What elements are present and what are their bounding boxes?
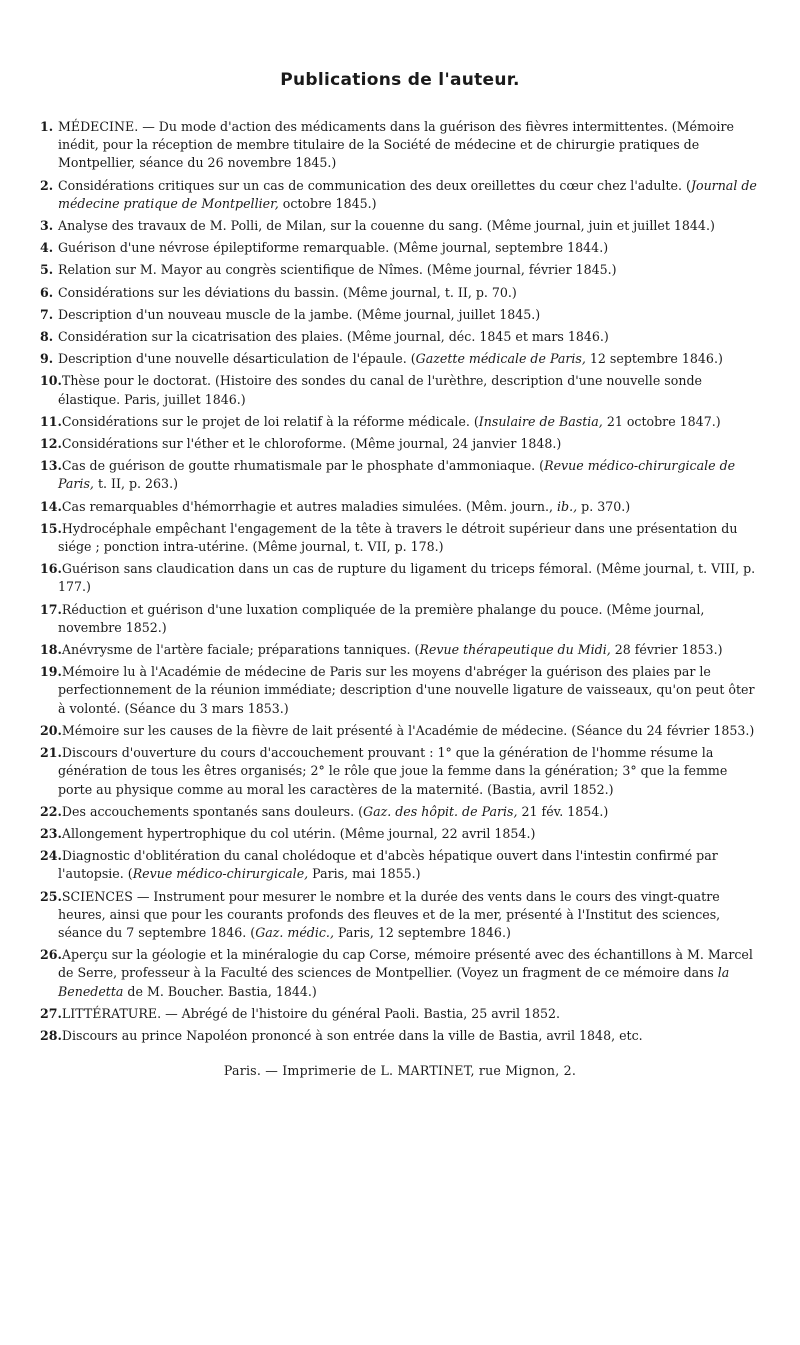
entry-number: 24. <box>40 848 62 864</box>
entry-text-end: t. II, p. 263.) <box>93 476 178 492</box>
entry-number: 28. <box>40 1027 62 1043</box>
entry-text: SCIENCES — Instrument pour mesurer le nombre et la durée des vents dans le cours des vingt-quatre heures, ainsi que pour les courants profonds des fleuves et de la mer, présenté à l'Institut des sciences, séance du 7 septembre 1846. ( <box>58 888 721 940</box>
entry-number: 21. <box>40 745 62 761</box>
entry-text-end: p. 370.) <box>577 498 631 514</box>
list-item <box>40 457 760 493</box>
entry-text-end: Paris, mai 1855.) <box>308 866 421 882</box>
entry-number: 17. <box>40 601 62 617</box>
list-item <box>40 328 760 346</box>
list-item <box>40 177 760 213</box>
list-item <box>40 498 760 516</box>
entry-number: 16. <box>40 561 62 577</box>
entry-journal: Revue médico-chirurgicale, <box>132 866 309 882</box>
list-item <box>40 663 760 718</box>
entry-journal: Gaz. des hôpit. de Paris, <box>363 803 518 819</box>
entry-number: 10. <box>40 373 62 389</box>
entry-text-end: octobre 1845.) <box>278 195 377 211</box>
entry-text: Considérations critiques sur un cas de communication des deux oreillettes du cœur chez l'adulte. ( <box>58 177 691 193</box>
entry-text: Analyse des travaux de M. Polli, de Milan, sur la couenne du sang. (Même journal, juin et juillet 1844.) <box>58 218 715 234</box>
entry-number: 2. <box>40 177 54 193</box>
publication-list <box>40 118 760 1045</box>
entry-number: 9. <box>40 351 54 367</box>
list-item <box>40 888 760 943</box>
page-title: Publications de l'auteur. <box>280 70 520 90</box>
entry-text: Aperçu sur la géologie et la minéralogie du cap Corse, mémoire présenté avec des échantillons à M. Marcel de Serre, professeur à la Faculté des sciences de Montpellier. (Voyez un fragment de ce mémoire dans <box>58 947 753 981</box>
entry-number: 22. <box>40 803 62 819</box>
entry-text: Cas remarquables d'hémorrhagie et autres maladies simulées. (Mêm. journ., <box>61 498 558 514</box>
list-item <box>40 118 760 173</box>
entry-number: 25. <box>40 888 62 904</box>
entry-journal: Gaz. médic., <box>255 924 334 940</box>
entry-number: 14. <box>40 498 62 514</box>
list-item <box>40 722 760 740</box>
entry-text: Description d'une nouvelle désarticulation de l'épaule. ( <box>58 351 416 367</box>
entry-text-end: de M. Boucher. Bastia, 1844.) <box>123 983 317 999</box>
list-item <box>40 372 760 408</box>
printer-imprint: Paris. — Imprimerie de L. MARTINET, rue Mignon, 2. <box>223 1063 577 1079</box>
entry-journal: la Benedetta <box>58 965 730 999</box>
entry-number: 11. <box>40 413 62 429</box>
entry-text: MÉDECINE. — Du mode d'action des médicaments dans la guérison des fièvres intermittentes. (Mémoire inédit, pour la réception de membre titulaire de la Société de médecine et de chirurgie pratiques de Montpellier, séance du 26 novembre 1845.) <box>58 119 734 171</box>
entry-text: Thèse pour le doctorat. (Histoire des sondes du canal de l'urèthre, description d'une nouvelle sonde élastique. Paris, juillet 1846.) <box>58 373 702 407</box>
entry-journal: Journal de médecine pratique de Montpellier, <box>58 177 757 211</box>
entry-number: 19. <box>40 664 62 680</box>
entry-text: Allongement hypertrophique du col utérin. (Même journal, 22 avril 1854.) <box>61 825 536 841</box>
list-item <box>40 560 760 596</box>
entry-text: Diagnostic d'oblitération du canal cholédoque et d'abcès hépatique ouvert dans l'intestin confirmé par l'autopsie. ( <box>58 848 718 882</box>
list-item <box>40 413 760 431</box>
entry-number: 27. <box>40 1005 62 1021</box>
list-item <box>40 306 760 324</box>
entry-text-end: 28 février 1853.) <box>610 642 723 658</box>
entry-text-end: 21 octobre 1847.) <box>602 413 721 429</box>
list-item <box>40 239 760 257</box>
entry-number: 15. <box>40 520 62 536</box>
list-item <box>40 803 760 821</box>
entry-text: Guérison d'une névrose épileptiforme remarquable. (Même journal, septembre 1844.) <box>58 240 609 256</box>
entry-text: Considération sur la cicatrisation des plaies. (Même journal, déc. 1845 et mars 1846.) <box>58 329 609 345</box>
entry-number: 18. <box>40 642 62 658</box>
entry-text-end: Paris, 12 septembre 1846.) <box>333 924 511 940</box>
entry-text: Discours au prince Napoléon prononcé à son entrée dans la ville de Bastia, avril 1848, etc. <box>61 1027 643 1043</box>
list-item <box>40 217 760 235</box>
entry-text: Mémoire sur les causes de la fièvre de lait présenté à l'Académie de médecine. (Séance du 24 février 1853.) <box>61 722 755 738</box>
list-item <box>40 350 760 368</box>
entry-text: Guérison sans claudication dans un cas de rupture du ligament du triceps fémoral. (Même journal, t. VIII, p. 177.) <box>58 561 756 595</box>
entry-text: Réduction et guérison d'une luxation compliquée de la première phalange du pouce. (Même journal, novembre 1852.) <box>58 601 705 635</box>
list-item <box>40 261 760 279</box>
list-item <box>40 601 760 637</box>
entry-text: LITTÉRATURE. — Abrégé de l'histoire du général Paoli. Bastia, 25 avril 1852. <box>61 1005 561 1021</box>
entry-number: 6. <box>40 284 54 300</box>
list-item <box>40 847 760 883</box>
list-item <box>40 435 760 453</box>
entry-number: 23. <box>40 825 62 841</box>
entry-text: Hydrocéphale empêchant l'engagement de la tête à travers le détroit supérieur dans une présentation du siége ; ponction intra-utérine. (Même journal, t. VII, p. 178.) <box>58 520 738 555</box>
list-item <box>40 520 760 556</box>
entry-journal: Revue thérapeutique du Midi, <box>419 642 611 658</box>
entry-text: Description d'un nouveau muscle de la jambe. (Même journal, juillet 1845.) <box>58 306 541 322</box>
entry-journal: Gazette médicale de Paris, <box>415 351 586 367</box>
entry-text-end: 12 septembre 1846.) <box>585 351 723 367</box>
list-item <box>40 1005 760 1023</box>
entry-text: Mémoire lu à l'Académie de médecine de Paris sur les moyens d'abréger la guérison des plaies par le perfectionnement de la réunion immédiate; description d'une nouvelle ligature de vaisseaux, qu'on peut ôter à volonté. (Séance du 3 mars 1853.) <box>58 664 755 716</box>
list-item <box>40 284 760 302</box>
list-item <box>40 641 760 659</box>
entry-text: Considérations sur les déviations du bassin. (Même journal, t. II, p. 70.) <box>58 284 517 300</box>
entry-text: Des accouchements spontanés sans douleurs. ( <box>61 803 364 819</box>
entry-number: 12. <box>40 436 62 452</box>
list-item <box>40 744 760 799</box>
entry-number: 20. <box>40 722 62 738</box>
entry-number: 5. <box>40 262 54 278</box>
entry-number: 4. <box>40 240 54 256</box>
entry-journal: ib., <box>557 498 578 514</box>
entry-text-end: 21 fév. 1854.) <box>517 803 609 819</box>
entry-number: 3. <box>40 218 54 234</box>
entry-text: Considérations sur l'éther et le chloroforme. (Même journal, 24 janvier 1848.) <box>61 436 562 452</box>
entry-text: Discours d'ouverture du cours d'accouchement prouvant : 1° que la génération de l'homme résume la génération de tous les êtres organisés; 2° le rôle que joue la femme dans la génération; 3° que la femme porte au physique comme au moral les caractères de la maternité. (Bastia, avril 1852.) <box>58 745 728 797</box>
entry-text: Considérations sur le projet de loi relatif à la réforme médicale. ( <box>61 413 479 429</box>
entry-number: 13. <box>40 458 62 474</box>
list-item <box>40 946 760 1001</box>
entry-journal: Insulaire de Bastia, <box>478 413 603 429</box>
list-item <box>40 1027 760 1045</box>
entry-number: 26. <box>40 947 62 963</box>
entry-number: 8. <box>40 329 54 345</box>
entry-text: Anévrysme de l'artère faciale; préparations tanniques. ( <box>61 642 420 658</box>
entry-text: Cas de guérison de goutte rhumatismale par le phosphate d'ammoniaque. ( <box>61 458 545 474</box>
entry-text: Relation sur M. Mayor au congrès scientifique de Nîmes. (Même journal, février 1845.) <box>58 262 617 278</box>
entry-number: 7. <box>40 306 54 322</box>
entry-journal: Revue médico-chirurgicale de Paris, <box>58 458 736 492</box>
list-item <box>40 825 760 843</box>
entry-number: 1. <box>40 119 54 134</box>
